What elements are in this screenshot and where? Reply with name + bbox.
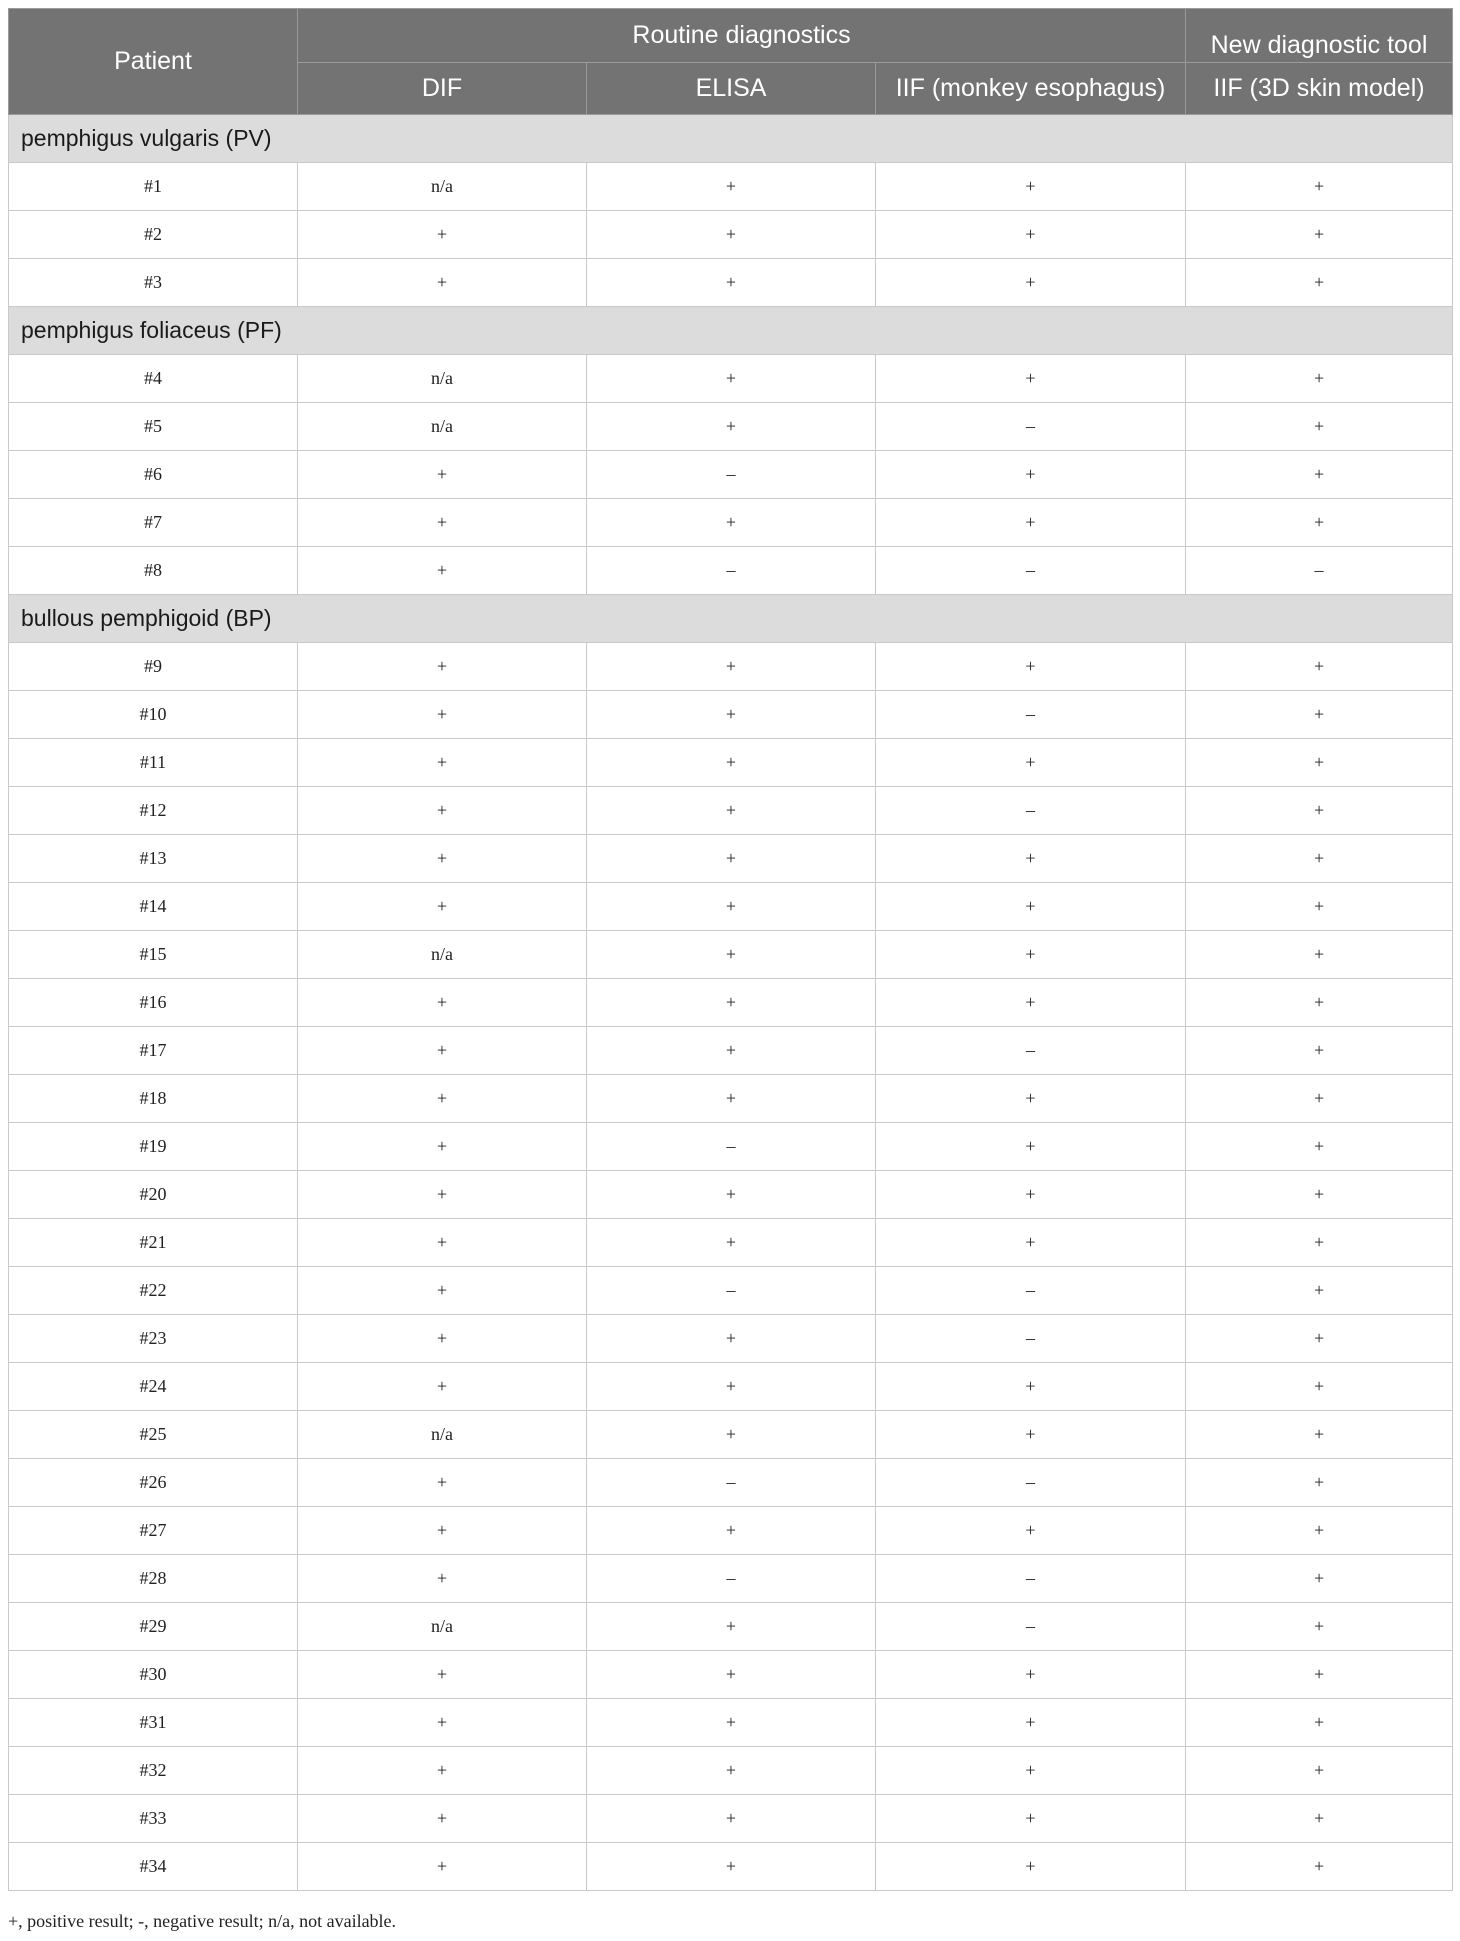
iif-3d-skin-model-cell: + — [1186, 1171, 1453, 1219]
patient-cell: #4 — [9, 355, 298, 403]
header-patient: Patient — [9, 9, 298, 115]
header-iif-monkey-esophagus: IIF (monkey esophagus) — [876, 63, 1186, 115]
iif-3d-skin-model-cell: + — [1186, 1843, 1453, 1891]
iif-3d-skin-model-cell: + — [1186, 1459, 1453, 1507]
iif-3d-skin-model-cell: + — [1186, 931, 1453, 979]
group-header-row — [9, 307, 1453, 355]
iif-3d-skin-model-cell: + — [1186, 1747, 1453, 1795]
table-row — [9, 211, 1453, 259]
iif-monkey-esophagus-cell: + — [876, 1123, 1186, 1171]
iif-monkey-esophagus-cell: – — [876, 1603, 1186, 1651]
table-row — [9, 1603, 1453, 1651]
header-routine-diagnostics: Routine diagnostics — [298, 9, 1186, 63]
iif-3d-skin-model-cell: + — [1186, 979, 1453, 1027]
table-row — [9, 1651, 1453, 1699]
patient-cell: #11 — [9, 739, 298, 787]
group-label: pemphigus vulgaris (PV) — [9, 115, 1453, 163]
iif-monkey-esophagus-cell: + — [876, 211, 1186, 259]
table-row — [9, 979, 1453, 1027]
dif-cell: + — [298, 1843, 587, 1891]
iif-monkey-esophagus-cell: + — [876, 1747, 1186, 1795]
elisa-cell: – — [587, 1555, 876, 1603]
iif-3d-skin-model-cell: + — [1186, 1267, 1453, 1315]
iif-3d-skin-model-cell: + — [1186, 739, 1453, 787]
iif-monkey-esophagus-cell: – — [876, 547, 1186, 595]
iif-monkey-esophagus-cell: + — [876, 1363, 1186, 1411]
table-row — [9, 1027, 1453, 1075]
elisa-cell: + — [587, 691, 876, 739]
iif-monkey-esophagus-cell: + — [876, 979, 1186, 1027]
iif-monkey-esophagus-cell: + — [876, 643, 1186, 691]
iif-3d-skin-model-cell: + — [1186, 1795, 1453, 1843]
iif-3d-skin-model-cell: + — [1186, 1315, 1453, 1363]
iif-3d-skin-model-cell: + — [1186, 1123, 1453, 1171]
table-body — [9, 115, 1453, 1891]
iif-monkey-esophagus-cell: + — [876, 1411, 1186, 1459]
dif-cell: + — [298, 1171, 587, 1219]
iif-monkey-esophagus-cell: + — [876, 259, 1186, 307]
table-row — [9, 1363, 1453, 1411]
table-row — [9, 451, 1453, 499]
dif-cell: + — [298, 835, 587, 883]
patient-cell: #1 — [9, 163, 298, 211]
table-row — [9, 1699, 1453, 1747]
table-row — [9, 499, 1453, 547]
iif-3d-skin-model-cell: – — [1186, 547, 1453, 595]
patient-cell: #29 — [9, 1603, 298, 1651]
dif-cell: + — [298, 1267, 587, 1315]
iif-3d-skin-model-cell: + — [1186, 1555, 1453, 1603]
dif-cell: + — [298, 1363, 587, 1411]
elisa-cell: + — [587, 1795, 876, 1843]
patient-cell: #16 — [9, 979, 298, 1027]
iif-monkey-esophagus-cell: – — [876, 1027, 1186, 1075]
dif-cell: + — [298, 691, 587, 739]
elisa-cell: + — [587, 1363, 876, 1411]
table-row — [9, 1315, 1453, 1363]
iif-3d-skin-model-cell: + — [1186, 643, 1453, 691]
iif-3d-skin-model-cell: + — [1186, 1603, 1453, 1651]
iif-monkey-esophagus-cell: + — [876, 739, 1186, 787]
elisa-cell: + — [587, 787, 876, 835]
group-label: bullous pemphigoid (BP) — [9, 595, 1453, 643]
table-row — [9, 259, 1453, 307]
elisa-cell: + — [587, 979, 876, 1027]
patient-cell: #32 — [9, 1747, 298, 1795]
patient-cell: #9 — [9, 643, 298, 691]
elisa-cell: + — [587, 835, 876, 883]
table-row — [9, 835, 1453, 883]
patient-cell: #15 — [9, 931, 298, 979]
patient-cell: #17 — [9, 1027, 298, 1075]
iif-3d-skin-model-cell: + — [1186, 1363, 1453, 1411]
patient-cell: #19 — [9, 1123, 298, 1171]
elisa-cell: – — [587, 1267, 876, 1315]
elisa-cell: + — [587, 883, 876, 931]
iif-monkey-esophagus-cell: + — [876, 451, 1186, 499]
iif-3d-skin-model-cell: + — [1186, 691, 1453, 739]
dif-cell: + — [298, 451, 587, 499]
iif-3d-skin-model-cell: + — [1186, 1411, 1453, 1459]
table-row — [9, 1843, 1453, 1891]
elisa-cell: + — [587, 1507, 876, 1555]
dif-cell: + — [298, 1219, 587, 1267]
dif-cell: + — [298, 787, 587, 835]
dif-cell: + — [298, 1075, 587, 1123]
table-row — [9, 1171, 1453, 1219]
dif-cell: n/a — [298, 163, 587, 211]
patient-cell: #13 — [9, 835, 298, 883]
table-row — [9, 931, 1453, 979]
iif-monkey-esophagus-cell: + — [876, 355, 1186, 403]
iif-3d-skin-model-cell: + — [1186, 1219, 1453, 1267]
iif-3d-skin-model-cell: + — [1186, 883, 1453, 931]
dif-cell: + — [298, 1747, 587, 1795]
patient-cell: #24 — [9, 1363, 298, 1411]
table-row — [9, 1075, 1453, 1123]
dif-cell: + — [298, 643, 587, 691]
elisa-cell: + — [587, 1315, 876, 1363]
iif-monkey-esophagus-cell: – — [876, 1315, 1186, 1363]
iif-3d-skin-model-cell: + — [1186, 1027, 1453, 1075]
dif-cell: + — [298, 1123, 587, 1171]
elisa-cell: + — [587, 355, 876, 403]
patient-cell: #10 — [9, 691, 298, 739]
table-row — [9, 883, 1453, 931]
elisa-cell: + — [587, 1843, 876, 1891]
table-row — [9, 355, 1453, 403]
dif-cell: + — [298, 211, 587, 259]
elisa-cell: + — [587, 259, 876, 307]
patient-cell: #18 — [9, 1075, 298, 1123]
iif-3d-skin-model-cell: + — [1186, 1651, 1453, 1699]
dif-cell: + — [298, 979, 587, 1027]
table-row — [9, 1555, 1453, 1603]
patient-cell: #34 — [9, 1843, 298, 1891]
patient-cell: #14 — [9, 883, 298, 931]
patient-cell: #12 — [9, 787, 298, 835]
patient-cell: #3 — [9, 259, 298, 307]
elisa-cell: + — [587, 1411, 876, 1459]
iif-monkey-esophagus-cell: + — [876, 883, 1186, 931]
elisa-cell: + — [587, 1219, 876, 1267]
iif-monkey-esophagus-cell: + — [876, 499, 1186, 547]
dif-cell: + — [298, 1507, 587, 1555]
header-iif-3d-skin-model: IIF (3D skin model) — [1186, 63, 1453, 115]
iif-3d-skin-model-cell: + — [1186, 355, 1453, 403]
dif-cell: + — [298, 883, 587, 931]
elisa-cell: – — [587, 451, 876, 499]
patient-cell: #33 — [9, 1795, 298, 1843]
table-header — [9, 9, 1453, 115]
table-row — [9, 1795, 1453, 1843]
patient-cell: #6 — [9, 451, 298, 499]
table-row — [9, 1507, 1453, 1555]
patient-cell: #23 — [9, 1315, 298, 1363]
patient-cell: #30 — [9, 1651, 298, 1699]
dif-cell: n/a — [298, 1603, 587, 1651]
iif-3d-skin-model-cell: + — [1186, 1507, 1453, 1555]
iif-monkey-esophagus-cell: – — [876, 1267, 1186, 1315]
iif-monkey-esophagus-cell: + — [876, 163, 1186, 211]
header-dif: DIF — [298, 63, 587, 115]
elisa-cell: + — [587, 1027, 876, 1075]
iif-monkey-esophagus-cell: – — [876, 691, 1186, 739]
iif-3d-skin-model-cell: + — [1186, 403, 1453, 451]
iif-monkey-esophagus-cell: + — [876, 1075, 1186, 1123]
dif-cell: n/a — [298, 931, 587, 979]
patient-cell: #31 — [9, 1699, 298, 1747]
group-label: pemphigus foliaceus (PF) — [9, 307, 1453, 355]
iif-3d-skin-model-cell: + — [1186, 499, 1453, 547]
iif-3d-skin-model-cell: + — [1186, 787, 1453, 835]
elisa-cell: + — [587, 931, 876, 979]
iif-3d-skin-model-cell: + — [1186, 259, 1453, 307]
elisa-cell: + — [587, 643, 876, 691]
iif-3d-skin-model-cell: + — [1186, 163, 1453, 211]
patient-cell: #27 — [9, 1507, 298, 1555]
dif-cell: n/a — [298, 403, 587, 451]
table-footnote: +, positive result; -, negative result; n/a, not available. — [8, 1911, 397, 1931]
dif-cell: + — [298, 1027, 587, 1075]
iif-3d-skin-model-cell: + — [1186, 1699, 1453, 1747]
dif-cell: + — [298, 1555, 587, 1603]
group-header-row — [9, 595, 1453, 643]
elisa-cell: + — [587, 1603, 876, 1651]
patient-cell: #22 — [9, 1267, 298, 1315]
table-row — [9, 1459, 1453, 1507]
iif-monkey-esophagus-cell: – — [876, 403, 1186, 451]
iif-monkey-esophagus-cell: + — [876, 1507, 1186, 1555]
table-row — [9, 739, 1453, 787]
dif-cell: + — [298, 1795, 587, 1843]
table-row — [9, 1267, 1453, 1315]
patient-cell: #7 — [9, 499, 298, 547]
elisa-cell: + — [587, 1747, 876, 1795]
iif-monkey-esophagus-cell: + — [876, 1219, 1186, 1267]
table-row — [9, 1411, 1453, 1459]
dif-cell: n/a — [298, 1411, 587, 1459]
elisa-cell: + — [587, 163, 876, 211]
elisa-cell: – — [587, 1123, 876, 1171]
table-row — [9, 403, 1453, 451]
patient-cell: #5 — [9, 403, 298, 451]
header-new-diagnostic-tool: New diagnostic tool — [1186, 9, 1453, 63]
table-row — [9, 163, 1453, 211]
patient-cell: #21 — [9, 1219, 298, 1267]
iif-3d-skin-model-cell: + — [1186, 451, 1453, 499]
dif-cell: + — [298, 1315, 587, 1363]
iif-monkey-esophagus-cell: + — [876, 835, 1186, 883]
iif-3d-skin-model-cell: + — [1186, 1075, 1453, 1123]
iif-monkey-esophagus-cell: + — [876, 931, 1186, 979]
iif-monkey-esophagus-cell: – — [876, 787, 1186, 835]
header-elisa: ELISA — [587, 63, 876, 115]
patient-cell: #2 — [9, 211, 298, 259]
elisa-cell: + — [587, 1075, 876, 1123]
dif-cell: + — [298, 1699, 587, 1747]
dif-cell: + — [298, 499, 587, 547]
patient-cell: #26 — [9, 1459, 298, 1507]
elisa-cell: + — [587, 211, 876, 259]
dif-cell: + — [298, 739, 587, 787]
iif-monkey-esophagus-cell: + — [876, 1795, 1186, 1843]
dif-cell: n/a — [298, 355, 587, 403]
table-row — [9, 1123, 1453, 1171]
elisa-cell: + — [587, 739, 876, 787]
table-row — [9, 691, 1453, 739]
elisa-cell: + — [587, 1699, 876, 1747]
iif-monkey-esophagus-cell: + — [876, 1171, 1186, 1219]
elisa-cell: + — [587, 403, 876, 451]
iif-monkey-esophagus-cell: + — [876, 1699, 1186, 1747]
patient-cell: #20 — [9, 1171, 298, 1219]
iif-monkey-esophagus-cell: + — [876, 1651, 1186, 1699]
elisa-cell: + — [587, 1171, 876, 1219]
table-row — [9, 643, 1453, 691]
iif-3d-skin-model-cell: + — [1186, 211, 1453, 259]
elisa-cell: – — [587, 547, 876, 595]
iif-monkey-esophagus-cell: – — [876, 1459, 1186, 1507]
elisa-cell: + — [587, 1651, 876, 1699]
table-row — [9, 1219, 1453, 1267]
elisa-cell: – — [587, 1459, 876, 1507]
iif-3d-skin-model-cell: + — [1186, 835, 1453, 883]
table-row — [9, 787, 1453, 835]
dif-cell: + — [298, 259, 587, 307]
iif-monkey-esophagus-cell: + — [876, 1843, 1186, 1891]
patient-cell: #8 — [9, 547, 298, 595]
patient-cell: #25 — [9, 1411, 298, 1459]
table-row — [9, 1747, 1453, 1795]
table-row — [9, 547, 1453, 595]
results-table — [8, 8, 1453, 1891]
iif-monkey-esophagus-cell: – — [876, 1555, 1186, 1603]
group-header-row — [9, 115, 1453, 163]
elisa-cell: + — [587, 499, 876, 547]
patient-cell: #28 — [9, 1555, 298, 1603]
dif-cell: + — [298, 1459, 587, 1507]
dif-cell: + — [298, 1651, 587, 1699]
dif-cell: + — [298, 547, 587, 595]
